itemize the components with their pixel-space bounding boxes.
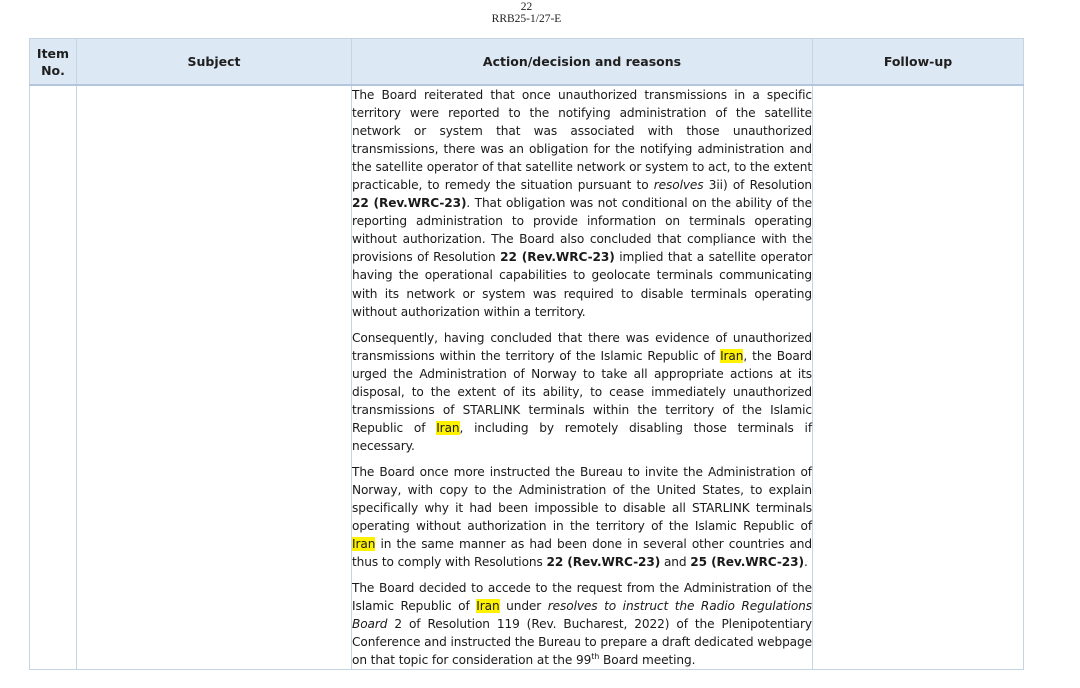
superscript-text: th [591, 652, 600, 662]
item-no-cell [30, 85, 77, 670]
highlighted-text: Iran [436, 420, 460, 435]
text-run: , the Board urged the Administration of Norway to take all appropriate actions at its disposal, to the extent of its ability, to cease immediately unauthorized transmissions of STARLINK terminals within the territory of the Islamic Republic of [352, 348, 812, 435]
text-run: The Board once more instructed the Bureau to invite the Administration of Norway, with copy to the Administration of the United States, to explain specifically why it had been impossible to disable all STARLINK terminals operating without authorization in the territory of the Islamic Republic of [352, 464, 812, 534]
paragraph-obligation [352, 86, 812, 321]
subject-cell [77, 85, 352, 670]
bold-reference: 25 (Rev.WRC-23) [690, 555, 804, 570]
text-run: in the same manner as had been done in several other countries and thus to comply with Resolutions [352, 537, 812, 570]
decisions-table [29, 38, 1024, 670]
column-header-follow-up: Follow-up [813, 39, 1024, 86]
highlighted-text: Iran [720, 348, 744, 363]
text-run: implied that a satellite operator having the operational capabilities to geolocate terminals communicating with its network or system was required to disable terminals operating without authorization within a territory. [352, 250, 812, 319]
text-run: and [660, 555, 691, 570]
text-run: 2 of Resolution 119 (Rev. Bucharest, 2022) of the Plenipotentiary Conference and instructed the Bureau to prepare a draft dedicated webpage on that topic for consideration at the 99 [352, 617, 812, 668]
highlighted-text: Iran [352, 537, 376, 552]
column-header-action-decision: Action/decision and reasons [352, 39, 813, 86]
action-decision-cell [352, 85, 813, 670]
italic-text: resolves to instruct the Radio Regulations Board [352, 599, 812, 632]
paragraph-accede-request [352, 579, 812, 669]
document-reference: RRB25-1/27-E [491, 13, 562, 25]
text-run: . [803, 555, 808, 570]
paragraph-urged-norway [352, 329, 812, 455]
bold-reference: 22 (Rev.WRC-23) [546, 555, 661, 570]
text-run: The Board reiterated that once unauthorized transmissions in a specific territory were reported to the notifying administration of the satellite network or system that was associated with those unauthorized transmissions, there was an obligation for the notifying administration and the satellite operator of that satellite network or system to act, to the extent practicable, to remedy the situation pursuant to [352, 88, 812, 193]
column-header-subject: Subject [77, 39, 352, 86]
table-row [30, 85, 1024, 670]
text-run: , including by remotely disabling those terminals if necessary. [352, 420, 812, 453]
table-header-row [30, 39, 1024, 86]
bold-reference: 22 (Rev.WRC-23) [352, 196, 467, 211]
text-run: Consequently, having concluded that there was evidence of unauthorized transmissions within the territory of the Islamic Republic of [352, 330, 812, 363]
follow-up-cell [813, 85, 1024, 670]
column-header-item-no: Item No. [30, 39, 77, 86]
bold-reference: 22 (Rev.WRC-23) [500, 250, 615, 265]
text-run: under [499, 599, 548, 614]
text-run: The Board decided to accede to the request from the Administration of the Islamic Republic of [352, 581, 812, 614]
text-run: Board meeting. [599, 653, 696, 668]
paragraph-instructed-bureau [352, 463, 812, 571]
page-number: 22 [520, 1, 533, 13]
text-run: . That obligation was not conditional on the ability of the reporting administration to provide information on terminals operating without authorization. The Board also concluded that compliance with the provisions of Resolution [352, 196, 812, 265]
highlighted-text: Iran [476, 599, 500, 614]
italic-text: resolves [653, 178, 704, 193]
text-run: 3ii) of Resolution [703, 178, 812, 193]
